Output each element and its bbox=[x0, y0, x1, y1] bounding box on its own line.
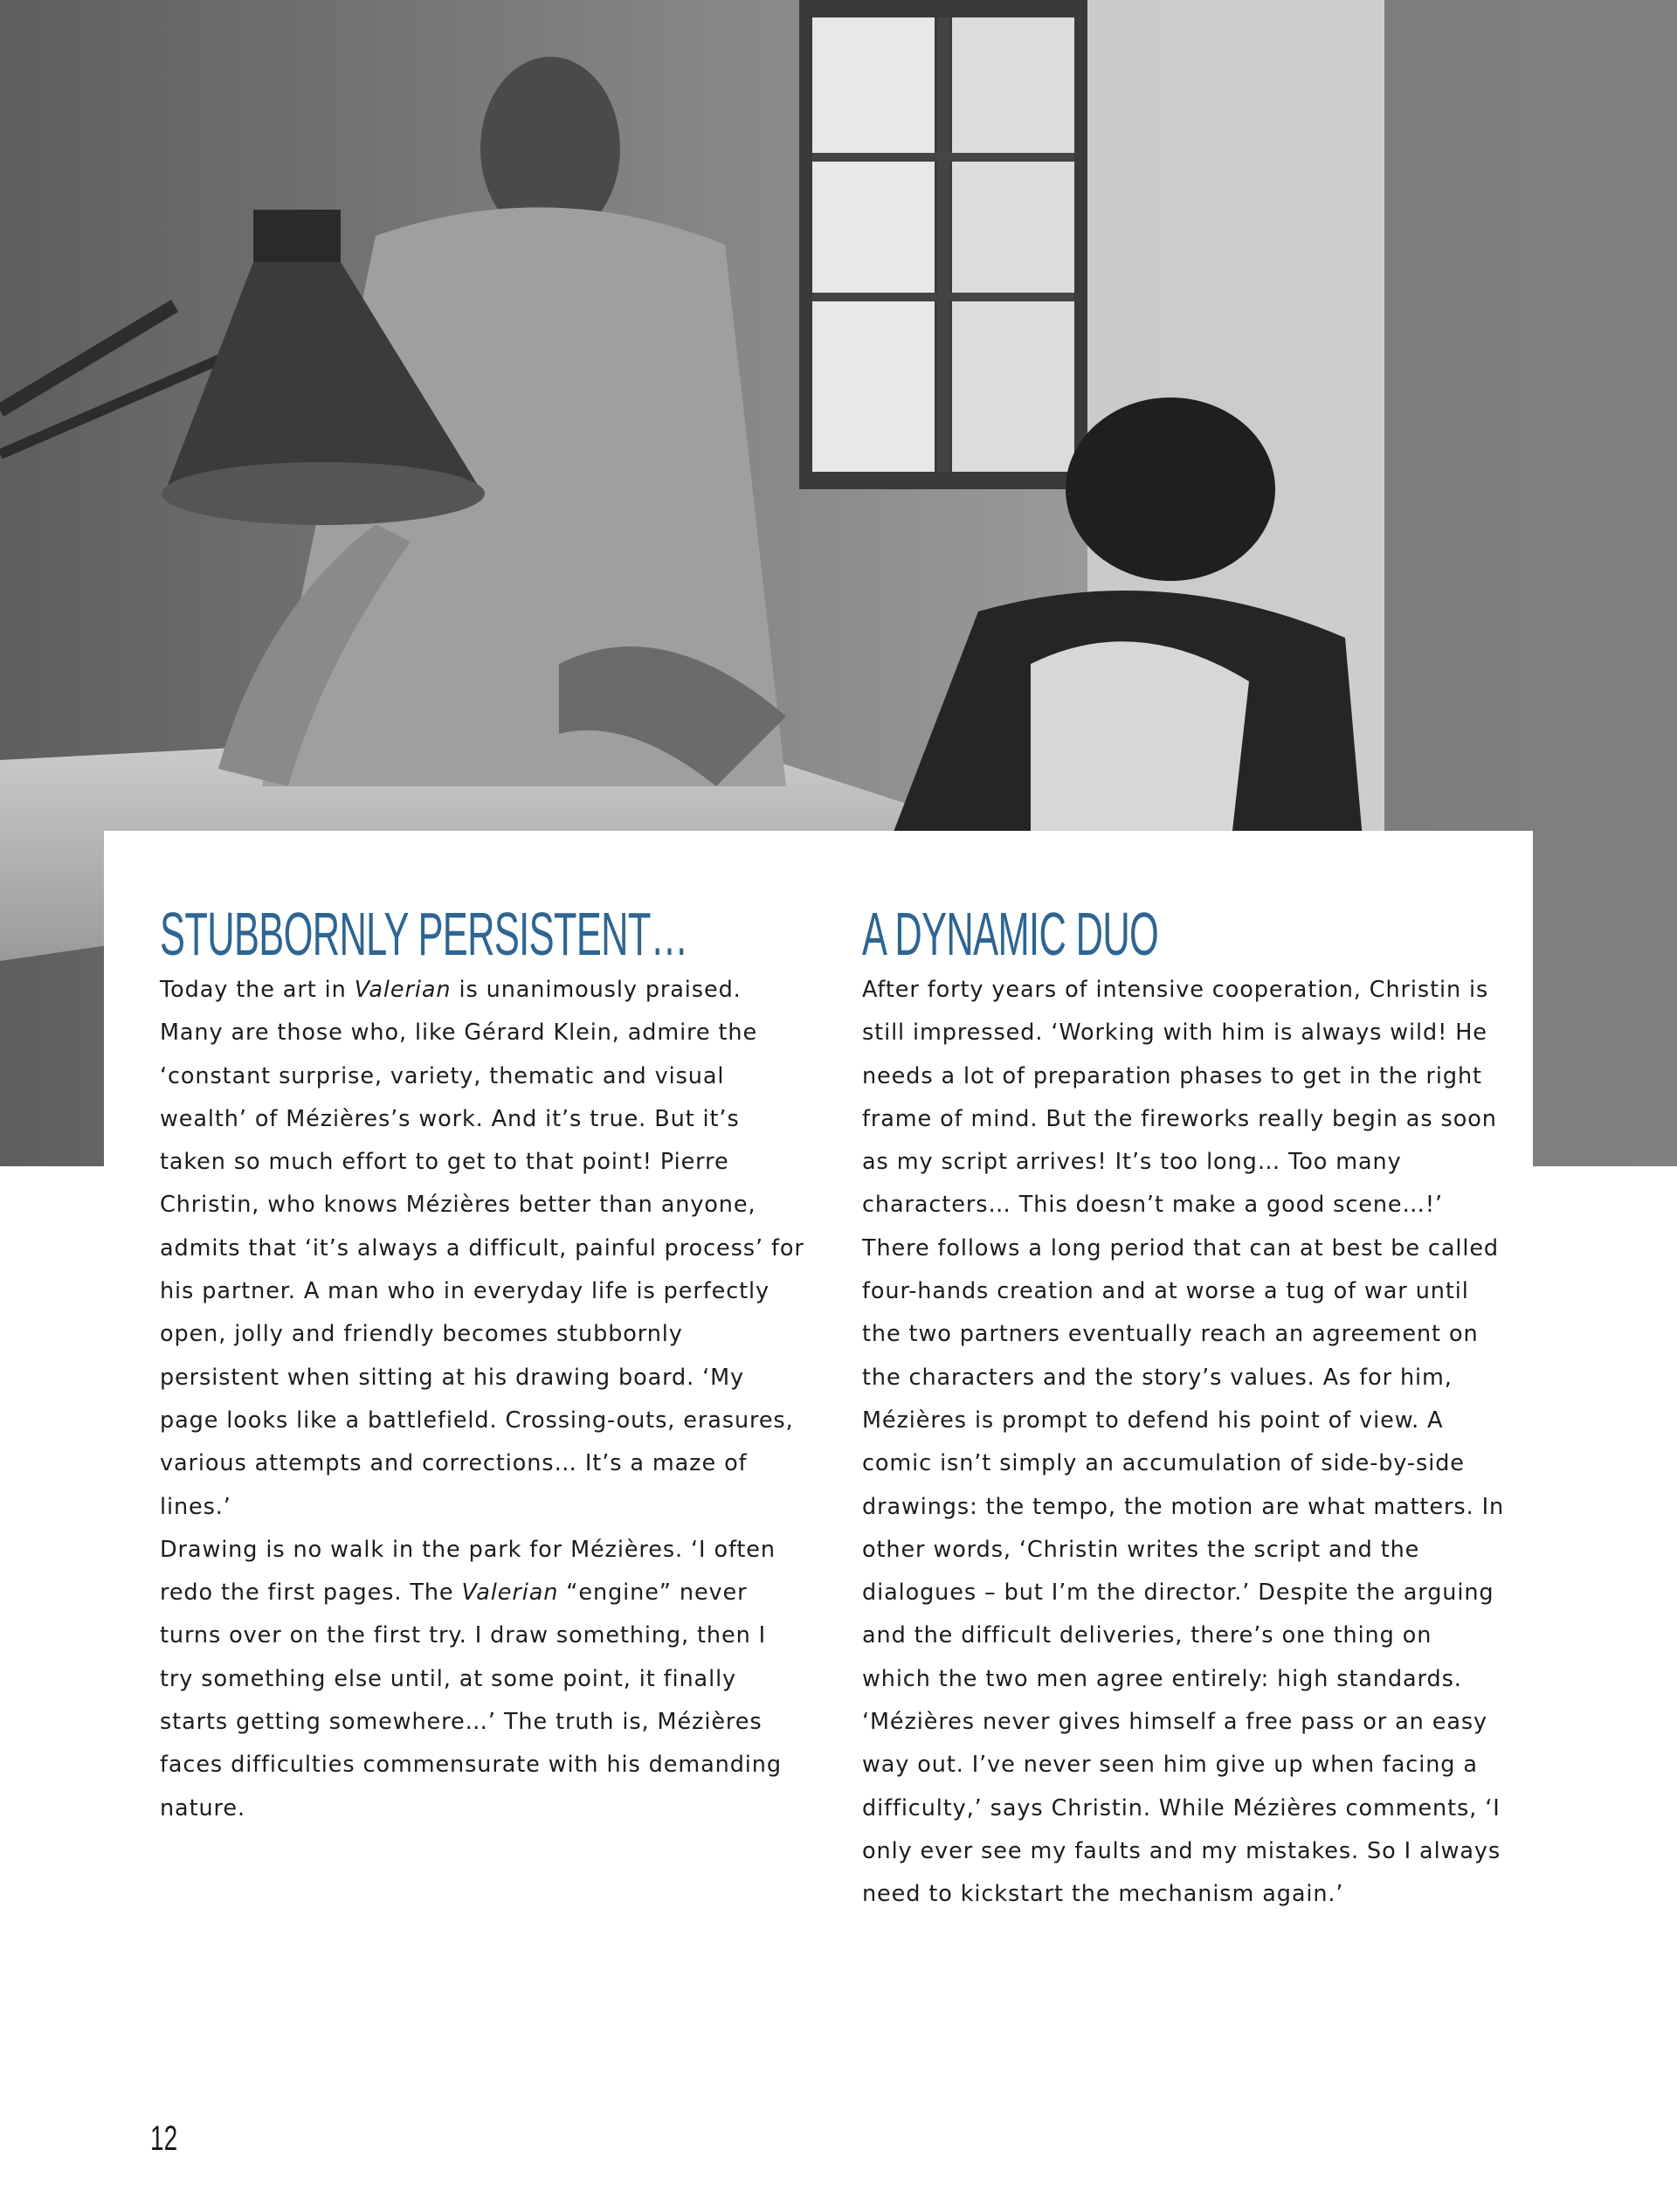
left-body bbox=[160, 969, 806, 1830]
right-column bbox=[862, 901, 1508, 1917]
heading-dynamic-duo: A DYNAMIC DUO bbox=[862, 900, 1159, 968]
page-number: 12 bbox=[150, 2119, 178, 2158]
left-column bbox=[160, 901, 806, 1830]
left-paragraph-2: Drawing is no walk in the park for Mézières. ‘I often redo the first pages. The Valerian “engine” never turns over on the first try. I draw something, then I try something else until, at some point, it finally starts getting somewhere…’ The truth is, Mézières faces difficulties commensurate with his demanding nature. bbox=[160, 1536, 782, 1821]
right-body bbox=[862, 969, 1508, 1917]
left-paragraph-1: Today the art in Valerian is unanimously praised. Many are those who, like Gérard Klein, admire the ‘constant surprise, variety, thematic and visual wealth’ of Mézières’s work. And it’s true. But it’s taken so much effort to get to that point! Pierre Christin, who knows Mézières better than anyone, admits that ‘it’s always a difficult, painful process’ for his partner. A man who in everyday life is perfectly open, jolly and friendly becomes stubbornly persistent when sitting at his drawing board. ‘My page looks like a battlefield. Crossing-outs, erasures, various attempts and corrections… It’s a maze of lines.’ bbox=[160, 977, 804, 1520]
article-panel bbox=[104, 831, 1533, 2054]
heading-stubbornly-persistent: STUBBORNLY PERSISTENT… bbox=[160, 900, 688, 968]
right-paragraph-1: After forty years of intensive cooperation, Christin is still impressed. ‘Working with him is always wild! He needs a lot of preparation phases to get in the right frame of mind. But the fireworks really begin as soon as my script arrives! It’s too long… Too many characters… This doesn’t make a good scene…!’ There follows a long period that can at best be called four-hands creation and at worse a tug of war until the two partners eventually reach an agreement on the characters and the story’s values. As for him, Mézières is prompt to defend his point of view. A comic isn’t simply an accumulation of side-by-side drawings: the tempo, the motion are what matters. In other words, ‘Christin writes the script and the dialogues – but I’m the director.’ Despite the arguing and the difficult deliveries, there’s one thing on which the two men agree entirely: high standards. ‘Mézières never gives himself a free pass or an easy way out. I’ve never seen him give up when facing a difficulty,’ says Christin. While Mézières comments, ‘I only ever see my faults and my mistakes. So I always need to kickstart the mechanism again.’ bbox=[862, 977, 1505, 1908]
